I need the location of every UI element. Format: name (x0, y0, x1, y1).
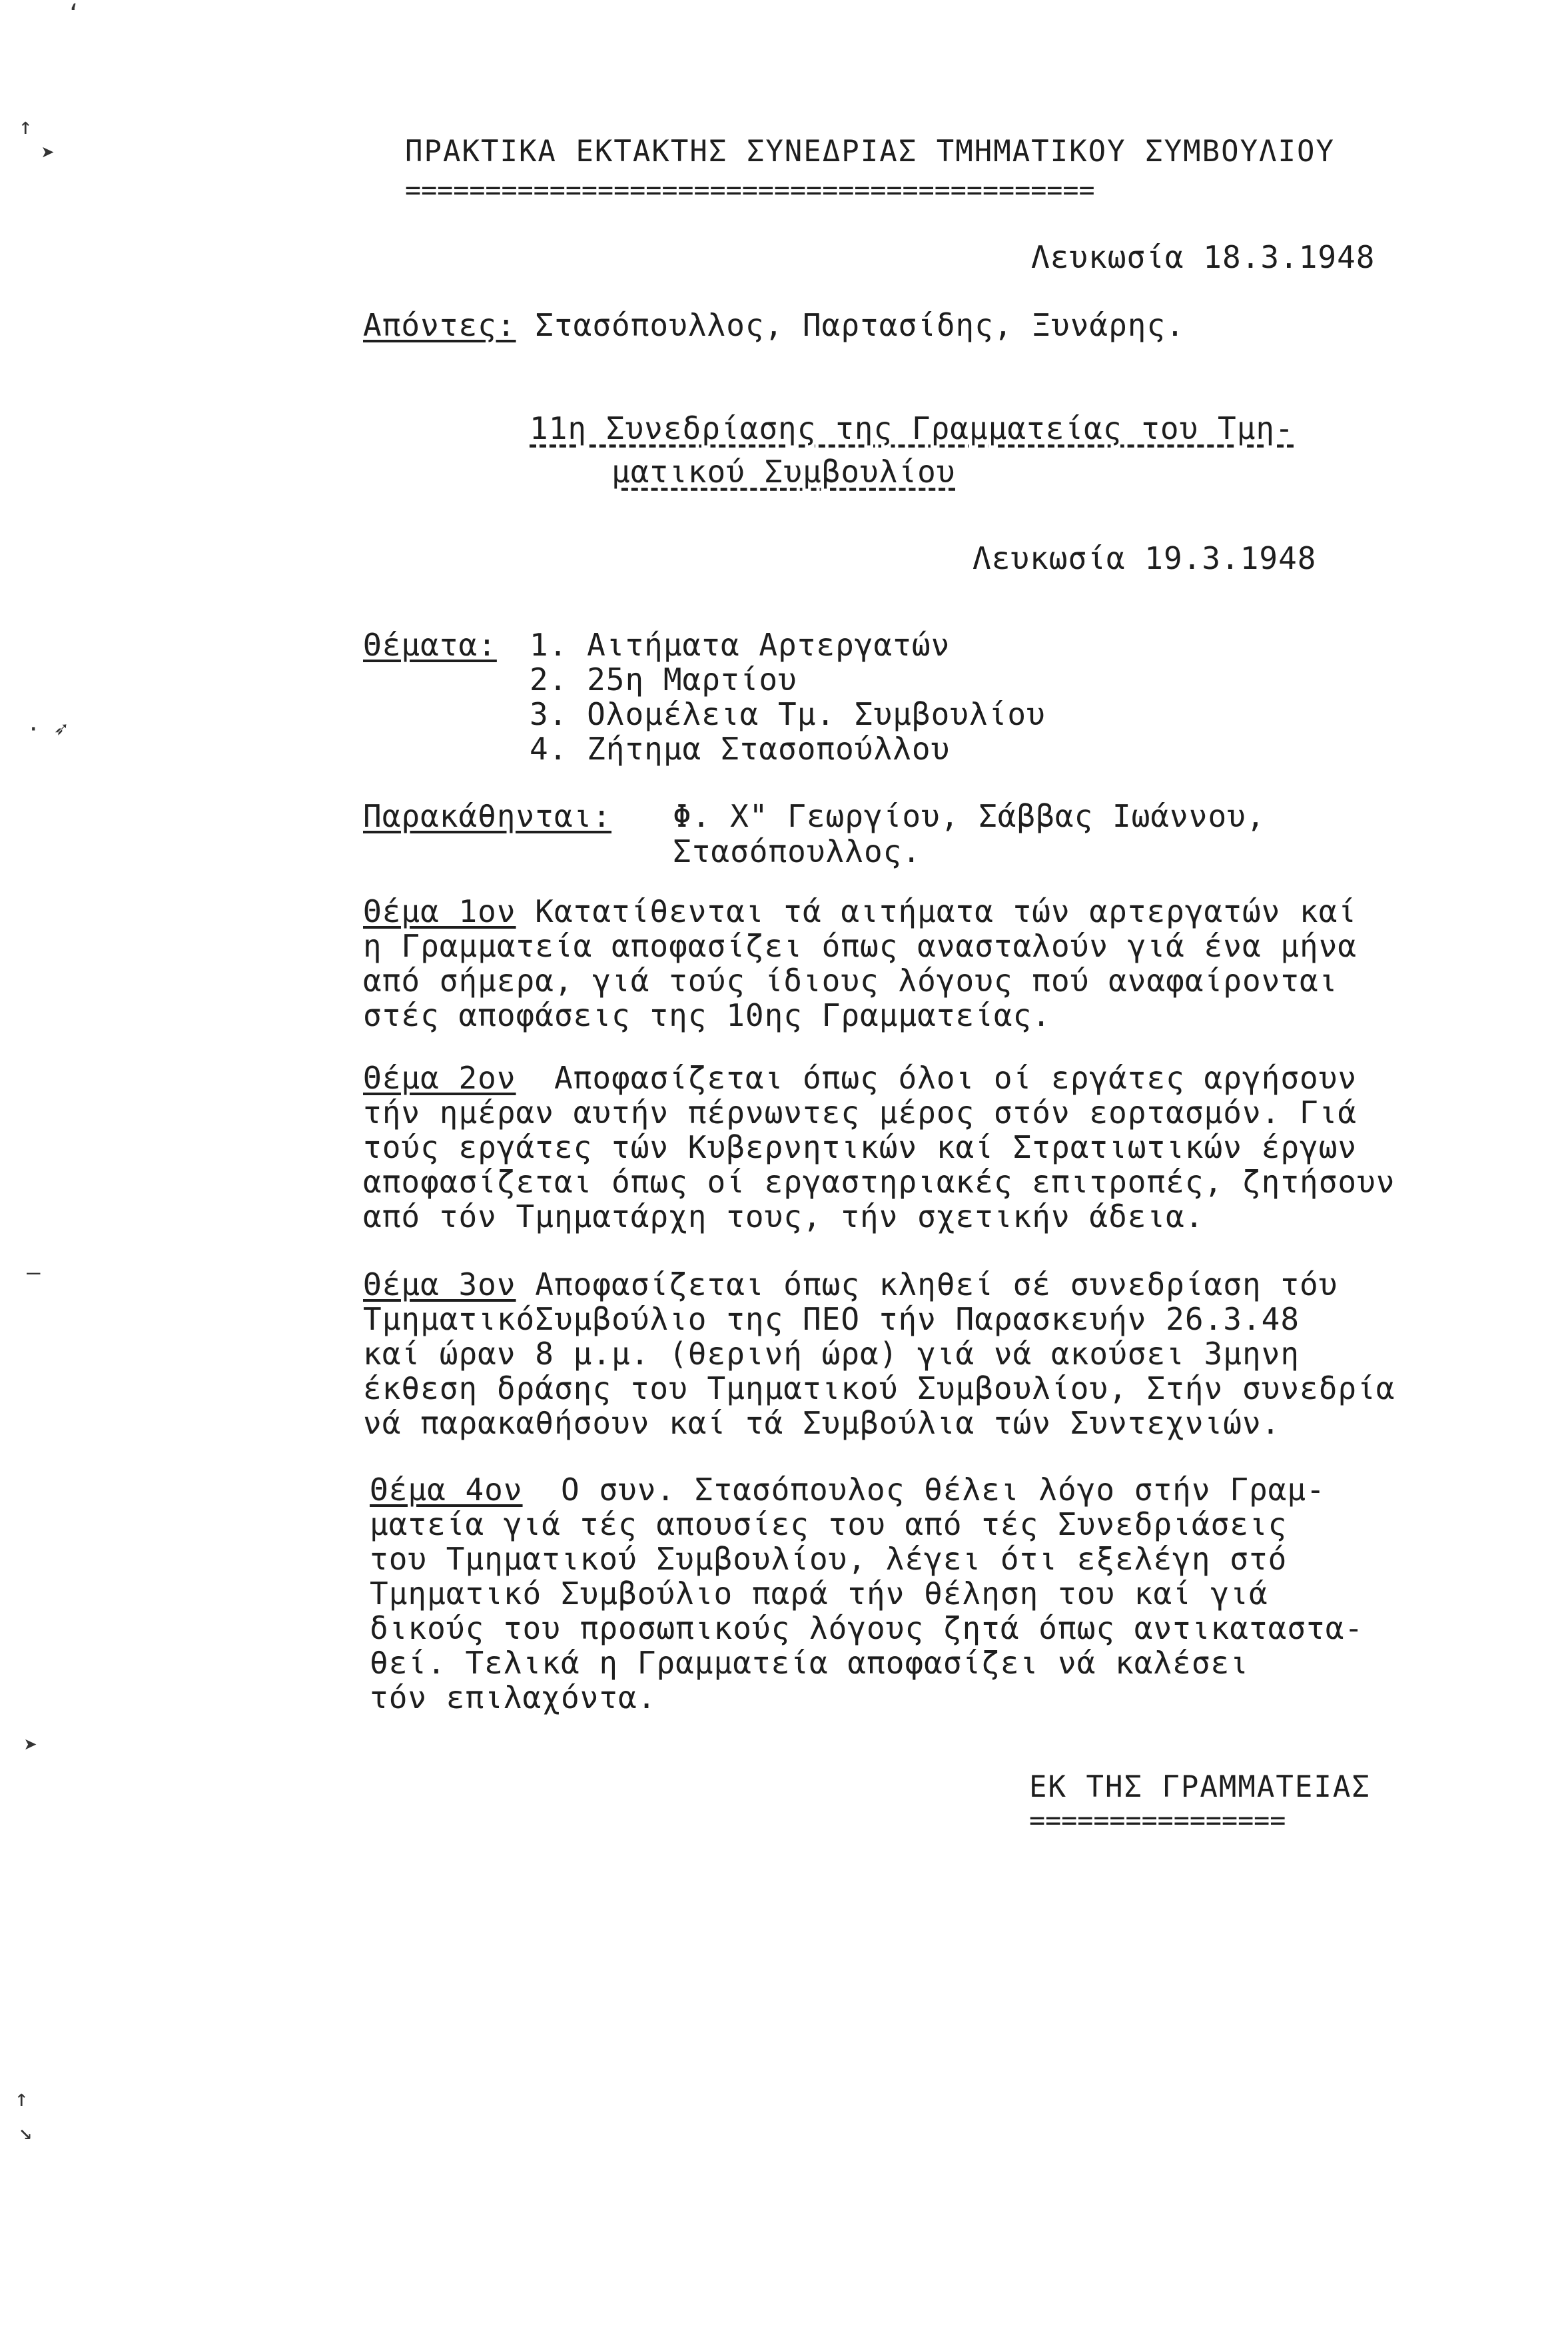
item-label: Θέμα 3ον (363, 1266, 516, 1302)
attendees-line1: Φ. Χ" Γεωργίου, Σάββας Ιωάννου, (673, 798, 1266, 834)
item-label: Θέμα 2ον (363, 1060, 516, 1096)
scan-mark: ↘ (19, 2118, 33, 2145)
meeting-title-line1: 11η Συνεδρίασης της Γραμματείας του Τμη- (530, 410, 1294, 446)
scan-mark: ➤ (24, 1732, 38, 1759)
item-line: θεί. Τελικά η Γραμματεία αποφασίζει νά καλέσει (370, 1645, 1249, 1681)
date-first: Λευκωσία 18.3.1948 (1031, 239, 1375, 275)
item-3-first-line: Θέμα 3ον Αποφασίζεται όπως κληθεί σέ συνεδρίαση τόυ (363, 1266, 1338, 1302)
item-line: στές αποφάσεις της 10ης Γραμματείας. (363, 997, 1051, 1033)
item-line: τόν επιλαχόντα. (370, 1679, 657, 1715)
item-line: Τμηματικό Συμβούλιο παρά τήν θέληση του καί γιά (370, 1576, 1268, 1612)
topic-item: 3. Ολομέλεια Τμ. Συμβουλίου (530, 696, 1046, 732)
item-label: Θέμα 1ον (363, 893, 516, 929)
item-label: Θέμα 4ον (370, 1472, 523, 1508)
signature-rule: ================ (1029, 1805, 1286, 1836)
topic-item: 2. 25η Μαρτίου (530, 662, 797, 698)
title-rule: =========================================== (405, 175, 1095, 206)
item-line: καί ώραν 8 μ.μ. (θερινή ώρα) γιά νά ακούσει 3μηνη (363, 1336, 1300, 1372)
item-line: τήν ημέραν αυτήν πέρνωντες μέρος στόν εορτασμόν. Γιά (363, 1095, 1358, 1131)
item-line: του Τμηματικού Συμβουλίου, λέγει ότι εξελέγη στό (370, 1541, 1288, 1577)
item-line: ματεία γιά τές απουσίες του από τές Συνεδριάσεις (370, 1506, 1288, 1542)
topics-label: Θέματα: (363, 627, 497, 663)
attendees-line2: Στασόπουλλος. (673, 833, 922, 869)
item-line: νά παρακαθήσουν καί τά Συμβούλια τών Συντεχνιών. (363, 1405, 1281, 1441)
meeting-title-line2: ματικού Συμβουλίου (611, 454, 956, 490)
scan-mark: — (27, 1259, 41, 1286)
item-line: ΤμηματικόΣυμβούλιο της ΠΕΟ τήν Παρασκευήν 26.3.48 (363, 1301, 1300, 1337)
item-line: αποφασίζεται όπως οί εργαστηριακές επιτροπές, ζητήσουν (363, 1164, 1395, 1200)
item-line: δικούς του προσωπικούς λόγους ζητά όπως αντικαταστα- (370, 1610, 1364, 1646)
item-2-first-line: Θέμα 2ον Αποφασίζεται όπως όλοι οί εργάτες αργήσουν (363, 1060, 1358, 1096)
absent-row (363, 306, 1185, 344)
document-title: ΠΡΑΚΤΙΚΑ ΕΚΤΑΚΤΗΣ ΣΥΝΕΔΡΙΑΣ ΤΜΗΜΑΤΙΚΟΥ ΣΥΜΒΟΥΛΙΟΥ (405, 135, 1336, 169)
item-line: από τόν Τμηματάρχη τους, τήν σχετικήν άδεια. (363, 1198, 1204, 1234)
scan-mark: · ➶ (27, 716, 68, 743)
absent-label: Απόντες: (363, 307, 516, 343)
item-line: τούς εργάτες τών Κυβερνητικών καί Στρατιωτικών έργων (363, 1129, 1358, 1165)
item-line: από σήμερα, γιά τούς ίδιους λόγους πού αναφαίρονται (363, 963, 1338, 999)
scan-mark: ↑ (15, 2085, 29, 2112)
item-4-first-line: Θέμα 4ον Ο συν. Στασόπουλος θέλει λόγο στήν Γραμ- (370, 1472, 1326, 1508)
scan-mark: ↑ (19, 113, 33, 140)
attendees-label: Παρακάθηνται: (363, 798, 612, 834)
topic-item: 4. Ζήτημα Στασοπούλλου (530, 731, 951, 767)
date-second: Λευκωσία 19.3.1948 (973, 540, 1317, 576)
absent-names: Στασόπουλλος, Παρτασίδης, Ξυνάρης. (535, 307, 1185, 343)
item-line: η Γραμματεία αποφασίζει όπως ανασταλούν γιά ένα μήνα (363, 928, 1358, 964)
topic-item: 1. Αιτήματα Αρτεργατών (530, 627, 951, 663)
item-1-first-line: Θέμα 1ον Κατατίθενται τά αιτήματα τών αρτεργατών καί (363, 893, 1358, 929)
scan-mark: ʻ (67, 0, 81, 27)
item-line: έκθεση δράσης του Τμηματικού Συμβουλίου, Στήν συνεδρία (363, 1370, 1395, 1406)
signature: ΕΚ ΤΗΣ ΓΡΑΜΜΑΤΕΙΑΣ (1029, 1770, 1371, 1804)
scan-mark: ➤ (41, 140, 55, 167)
